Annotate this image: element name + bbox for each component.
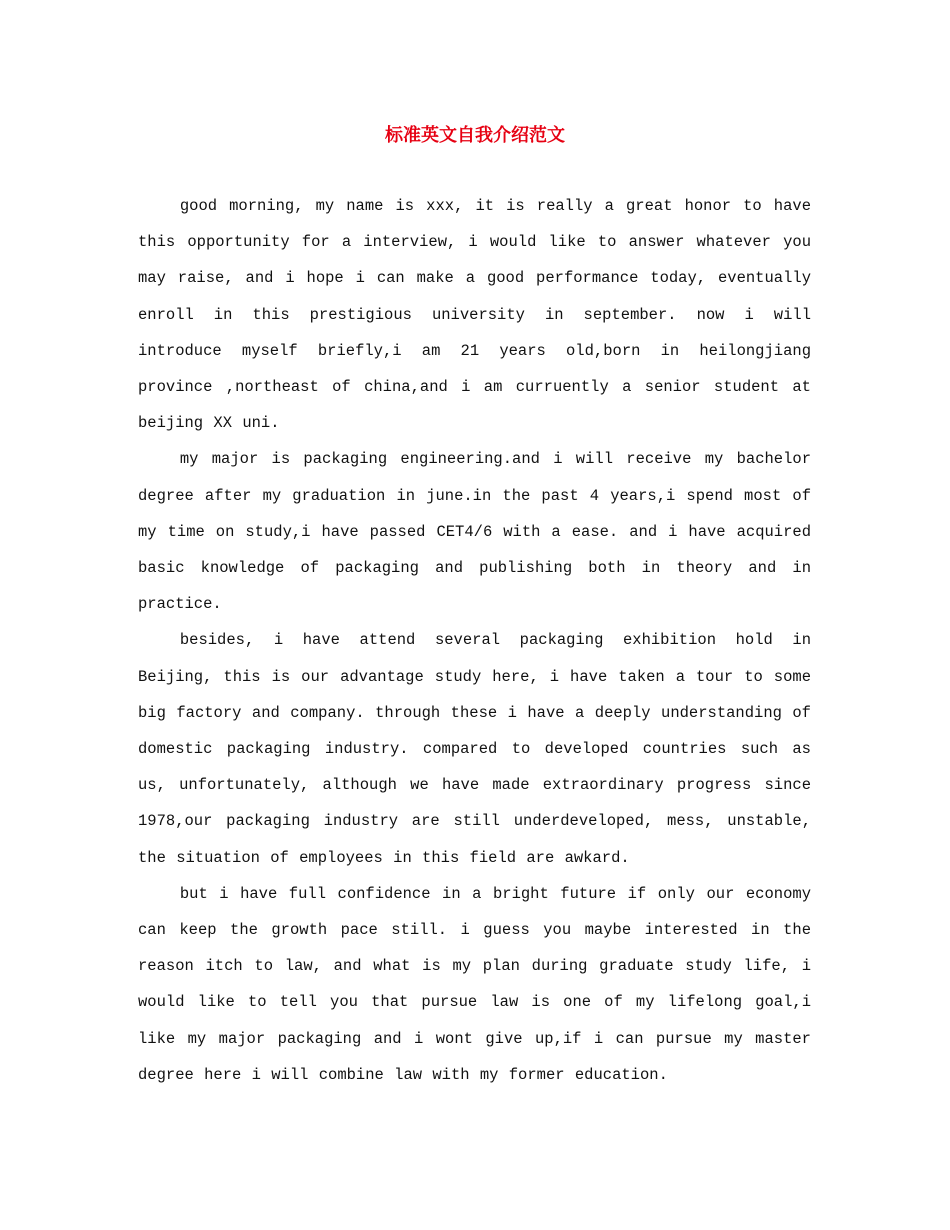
paragraph-exhibition: besides, i have attend several packaging exhibition hold in Beijing, this is our advantage study here, i have taken a tour to some big factory and company. through these i have a deeply understanding of domestic packaging industry. compared to developed countries such as us, unfortunately, although we have made extraordinary progress since 1978,our packaging industry are still underdeveloped, mess, unstable, the situation of employees in this field are awkard. [138,631,811,867]
page-title: 标准英文自我介绍范文 [385,125,565,146]
paragraph-introduction: good morning, my name is xxx, it is really a great honor to have this opportunity for a interview, i would like to answer whatever you may raise, and i hope i can make a good performance today, eventually enroll in this prestigious university in september. now i will introduce myself briefly,i am 21 years old,born in heilongjiang province ,northeast of china,and i am curruently a senior student at beijing XX uni. [138,197,811,433]
paragraph-major: my major is packaging engineering.and i will receive my bachelor degree after my graduation in june.in the past 4 years,i spend most of my time on study,i have passed CET4/6 with a ease. and i have acquired basic knowledge of packaging and publishing both in theory and in practice. [138,450,811,614]
paragraph-future-plan: but i have full confidence in a bright future if only our economy can keep the growth pace still. i guess you maybe interested in the reason itch to law, and what is my plan during graduate study life, i would like to tell you that pursue law is one of my lifelong goal,i like my major packaging and i wont give up,if i can pursue my master degree here i will combine law with my former education. [138,884,811,1084]
document-body [138,188,811,1093]
